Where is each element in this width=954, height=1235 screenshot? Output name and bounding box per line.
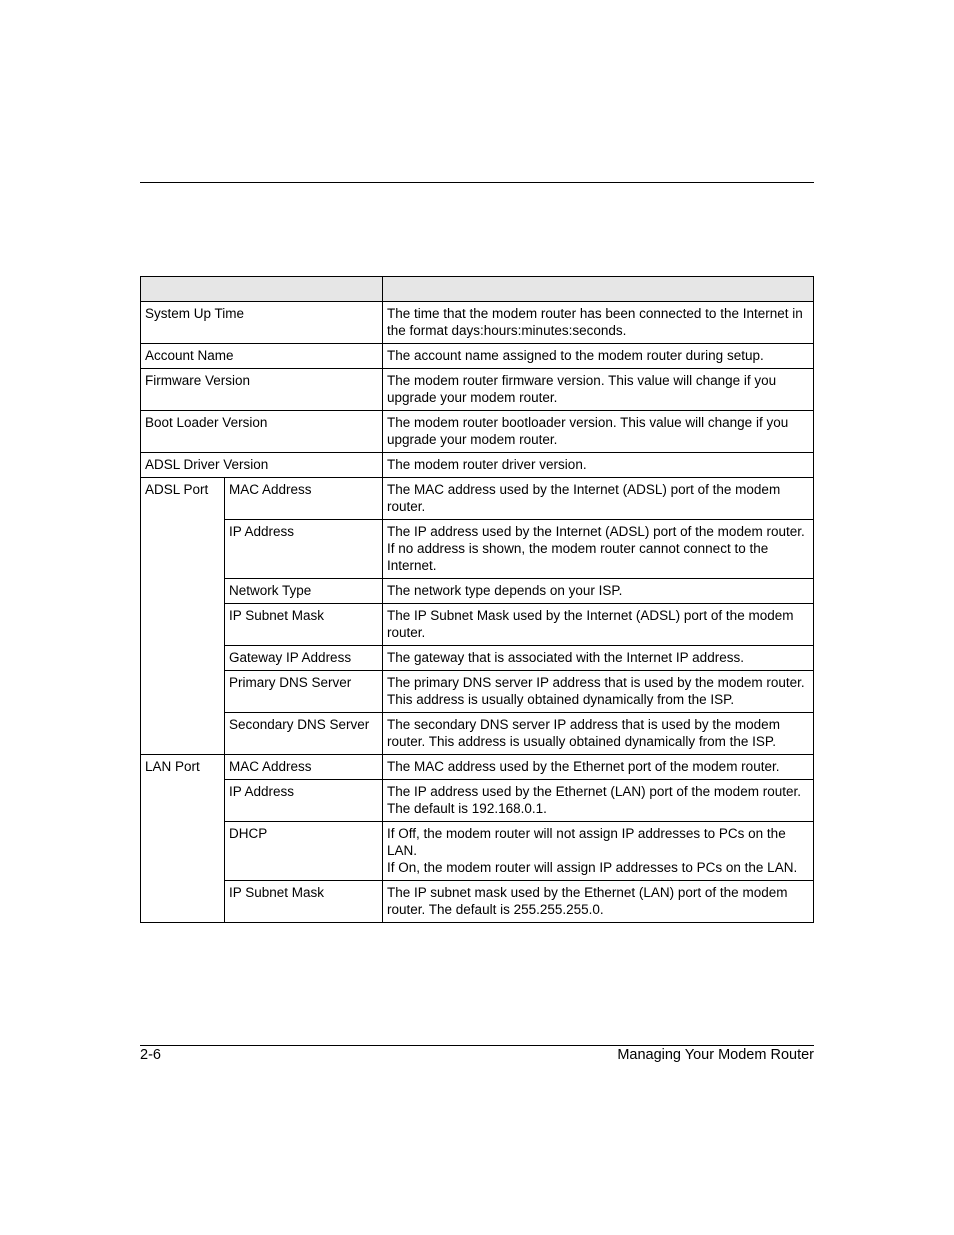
table-row	[141, 822, 814, 881]
table-row	[141, 302, 814, 344]
field-label: Firmware Version	[141, 369, 383, 411]
field-description: The account name assigned to the modem router during setup.	[383, 344, 814, 369]
table-row	[141, 671, 814, 713]
field-label: MAC Address	[225, 478, 383, 520]
table-row	[141, 369, 814, 411]
field-description: The secondary DNS server IP address that is used by the modem router. This address is usually obtained dynamically from the ISP.	[383, 713, 814, 755]
table-row	[141, 579, 814, 604]
field-label: IP Subnet Mask	[225, 604, 383, 646]
field-description: The gateway that is associated with the Internet IP address.	[383, 646, 814, 671]
field-description: The primary DNS server IP address that is used by the modem router. This address is usually obtained dynamically from the ISP.	[383, 671, 814, 713]
router-status-table	[140, 276, 814, 923]
page-number: 2-6	[140, 1047, 161, 1063]
field-label: Network Type	[225, 579, 383, 604]
table-row	[141, 344, 814, 369]
group-label-lan-port: LAN Port	[141, 755, 225, 923]
table-row	[141, 780, 814, 822]
chapter-title: Managing Your Modem Router	[617, 1047, 814, 1063]
field-column-header	[141, 277, 383, 302]
table-row	[141, 478, 814, 520]
table-row	[141, 646, 814, 671]
dhcp-off-description: If Off, the modem router will not assign IP addresses to PCs on the LAN.	[387, 826, 786, 858]
field-label: Primary DNS Server	[225, 671, 383, 713]
field-label: System Up Time	[141, 302, 383, 344]
field-description: The IP subnet mask used by the Ethernet (LAN) port of the modem router. The default is 255.255.255.0.	[383, 881, 814, 923]
field-description: The IP address used by the Internet (ADSL) port of the modem router. If no address is shown, the modem router cannot connect to the Internet.	[383, 520, 814, 579]
group-label-adsl-port: ADSL Port	[141, 478, 225, 755]
field-label: ADSL Driver Version	[141, 453, 383, 478]
table-row	[141, 713, 814, 755]
field-label: Account Name	[141, 344, 383, 369]
dhcp-on-description: If On, the modem router will assign IP addresses to PCs on the LAN.	[387, 860, 798, 875]
field-description: The IP Subnet Mask used by the Internet (ADSL) port of the modem router.	[383, 604, 814, 646]
field-description: The modem router firmware version. This value will change if you upgrade your modem router.	[383, 369, 814, 411]
description-column-header	[383, 277, 814, 302]
table-row	[141, 411, 814, 453]
field-label: Secondary DNS Server	[225, 713, 383, 755]
header-rule	[140, 182, 814, 183]
field-description: The MAC address used by the Internet (ADSL) port of the modem router.	[383, 478, 814, 520]
table-row	[141, 604, 814, 646]
field-description: The MAC address used by the Ethernet port of the modem router.	[383, 755, 814, 780]
field-description: The IP address used by the Ethernet (LAN) port of the modem router. The default is 192.168.0.1.	[383, 780, 814, 822]
field-description: The time that the modem router has been connected to the Internet in the format days:hours:minutes:seconds.	[383, 302, 814, 344]
field-label: Boot Loader Version	[141, 411, 383, 453]
table-row	[141, 881, 814, 923]
table-row	[141, 755, 814, 780]
table-row	[141, 453, 814, 478]
field-description: The modem router driver version.	[383, 453, 814, 478]
field-label: DHCP	[225, 822, 383, 881]
field-label: IP Address	[225, 520, 383, 579]
table-row	[141, 520, 814, 579]
field-label: MAC Address	[225, 755, 383, 780]
field-label: IP Subnet Mask	[225, 881, 383, 923]
table-header-row	[141, 277, 814, 302]
field-label: Gateway IP Address	[225, 646, 383, 671]
field-label: IP Address	[225, 780, 383, 822]
field-description: The network type depends on your ISP.	[383, 579, 814, 604]
field-description	[383, 822, 814, 881]
footer-rule	[140, 1045, 814, 1046]
field-description: The modem router bootloader version. This value will change if you upgrade your modem router.	[383, 411, 814, 453]
